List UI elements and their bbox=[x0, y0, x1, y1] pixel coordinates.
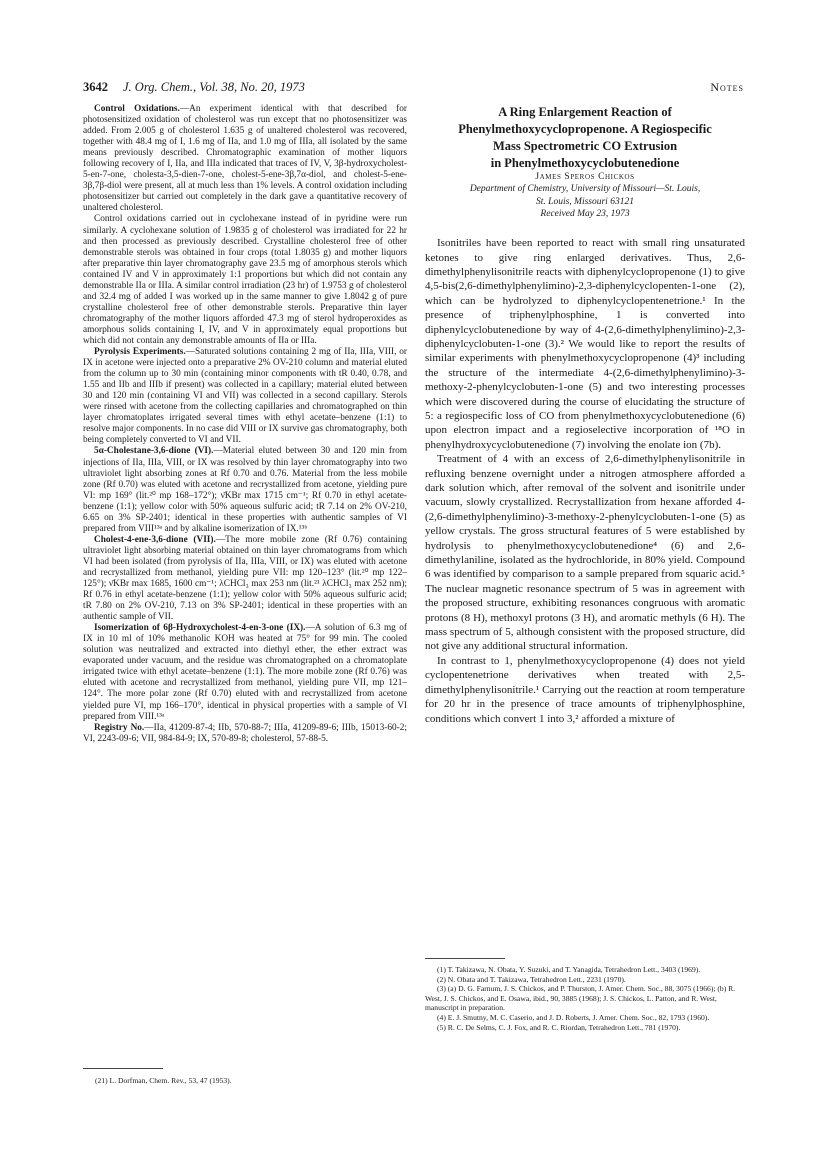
run-in-heading: Cholest-4-ene-3,6-dione (VII). bbox=[94, 534, 216, 545]
paragraph-control-oxidations bbox=[83, 104, 407, 214]
run-in-heading: Pyrolysis Experiments. bbox=[94, 347, 186, 358]
paragraph-isomerization bbox=[83, 623, 407, 722]
right-column bbox=[425, 104, 745, 726]
paragraph-text: Control oxidations carried out in cyclohexane instead of in pyridine were run similarly. A cyclohexane solution of 1.9835 g of cholesterol was irradiated for 22 hr and then processed as previously described. Crystalline cholesterol free of other demonstrable sterols was obtained in four crops (total 1.8035 g) and mother liquors after preparative thin layer chromatography gave 23.5 mg of amorphous sterols which contained IV and V in approximately 1:1 proportions but which did not contain any demonstrable IIa or IIIa. A similar control irradiation (23 hr) of 1.9753 g of cholesterol and 32.4 mg of added I was worked up in the same manner to give 1.8042 g of pure crystalline cholesterol free of other demonstrable sterols. Preparative thin layer chromatography of the mother liquors afforded 47.3 mg of sterol hydroperoxides as amorphous solids containing I, IV, and V in approximately equal proportions but which did not contain any demonstrable amounts of IIa or IIIa. bbox=[83, 214, 407, 346]
article-body bbox=[425, 236, 745, 726]
body-paragraph: Isonitriles have been reported to react with small ring unsaturated ketones to give ring enlarged derivatives. Thus, 2,6-dimethylphenylisonitrile reacts with diphenylcyclopropenone (1) to give 4,5-bis(2,6-dimethylphenylimino)-2,3-diphenylcyclopenten-1-one (2), which can be hydrolyzed to diphenylcyclopentenetrione.¹ In the presence of triphenylphosphine, 1 is converted into diphenylcyclobutenedione by way of 4-(2,6-dimethylphenylimino)-2,3-diphenylcyclobuten-1-one (3).² We would like to report the results of similar experiments with phenylmethoxycyclopropenone (4)³ including the structure of the intermediate 4-(2,6-dimethylphenylimino)-3-methoxy-2-phenylcyclobuten-1-one (5) and two interesting processes which were discovered during the course of elucidating the structure of 5: a regiospecific loss of CO from phenylmethoxycyclobutenedione (6) upon electron impact and a regioselective incorporation of ¹⁸O in phenylhydroxycyclobutenedione (7) involving the enolate ion (7b). bbox=[425, 237, 745, 451]
left-column bbox=[83, 104, 407, 745]
affiliation bbox=[425, 183, 745, 209]
title-line: Phenylmethoxycyclopropenone. A Regiospecific bbox=[458, 122, 712, 136]
title-line: Mass Spectrometric CO Extrusion bbox=[492, 139, 678, 153]
paragraph-cyclohexane bbox=[83, 214, 407, 347]
paragraph-text: —A solution of 6.3 mg of IX in 10 ml of 10% methanolic KOH was heated at 75° for 99 min. The cooled solution was neutralized and extracted into diethyl ether, the ether extract was evaporated under vacuum, and the residue was chromatographed on a chromatoplate irrigated twice with ethyl acetate–benzene (1:1). The more mobile zone (Rf 0.76) was eluted with acetone and recrystallized from methanol, yielding pure VII, mp 121–124°. The more polar zone (Rf 0.70) eluted with and recrystallized from acetone yielded pure VI, mp 166–170°, identical in physical properties with a sample of VI prepared from VIII.¹³ᵃ bbox=[83, 623, 407, 722]
references-rule bbox=[425, 958, 505, 959]
reference-3: (3) (a) D. G. Farnum, J. S. Chickos, and P. Thurston, J. Amer. Chem. Soc., 88, 3075 (1966); (b) R. West, J. S. Chickos, and E. Osawa, ibid., 90, 3885 (1968); J. S. Chickos, L. Patton, and R. West, manuscript in preparation. bbox=[425, 984, 736, 1013]
reference-5: (5) R. C. De Selms, C. J. Fox, and R. C. Riordan, Tetrahedron Lett., 781 (1970). bbox=[437, 1022, 681, 1032]
journal-citation: J. Org. Chem., Vol. 38, No. 20, 1973 bbox=[123, 80, 305, 94]
running-header bbox=[83, 80, 744, 98]
registry-heading: Registry No. bbox=[94, 722, 145, 733]
run-in-heading: 5α-Cholestane-3,6-dione (VI). bbox=[94, 446, 214, 457]
title-line: A Ring Enlargement Reaction of bbox=[498, 105, 672, 119]
run-in-heading: Control Oxidations. bbox=[94, 104, 180, 114]
paragraph-text: —An experiment identical with that described for photosensitized oxidation of cholesterol was run except that no photosensitizer was added. From 2.005 g of cholesterol 1.635 g of unaltered cholesterol was recovered, together with 48.4 mg of I, 1.6 mg of IIa, and 1.0 mg of IIIa, all isolated by the same means previously described. Chromatographic examination of mother liquors following recovery of I, IIa, and IIIa indicated that traces of IV, V, 3β-hydroxycholest-5-en-7-one, cholesta-3,5-dien-7-one, cholest-5-ene-3β,7α-diol, and cholest-5-ene-3β,7β-diol were present, all at much less than 1% levels. A control oxidation including photosensitizer but carried out completely in the dark gave a quantitative recovery of unaltered cholesterol. bbox=[83, 104, 407, 214]
body-paragraph: In contrast to 1, phenylmethoxycyclopropenone (4) does not yield cyclopentenetrione derivatives when treated with 2,5-dimethylphenylisonitrile.¹ Carrying out the reaction at room temperature for 20 hr in the presence of trace amounts of triphenylphosphine, conditions which convert 1 into 3,² afforded a mixture of bbox=[425, 654, 745, 725]
references bbox=[425, 965, 745, 1032]
reference-1: (1) T. Takizawa, N. Obata, Y. Suzuki, and T. Yanagida, Tetrahedron Lett., 3403 (1969). bbox=[437, 965, 701, 974]
footnote-21: (21) L. Dorfman, Chem. Rev., 53, 47 (1953). bbox=[95, 1076, 232, 1085]
registry-text: —IIa, 41209-87-4; IIb, 570-88-7; IIIa, 41209-89-6; IIIb, 15013-60-2; VI, 2243-09-6; VII, 984-84-9; IX, 570-89-8; cholesterol, 57-88-5. bbox=[83, 722, 407, 744]
affiliation-line: Department of Chemistry, University of Missouri—St. Louis, bbox=[469, 184, 701, 195]
registry-numbers bbox=[83, 723, 407, 745]
reference-2: (2) N. Obata and T. Takizawa, Tetrahedron Lett., 2231 (1970). bbox=[437, 974, 626, 984]
title-line: in Phenylmethoxycyclobutenedione bbox=[490, 156, 680, 170]
body-paragraph: Treatment of 4 with an excess of 2,6-dimethylphenylisonitrile in refluxing benzene overnight under a nitrogen atmosphere afforded a dark solution which, after removal of the solvent and isonitrile under vacuum, slowly crystallized. Recrystallization from hexane afforded 4-(2,6-dimethylphenylimino)-3-methoxy-2-phenylcyclobuten-1-one (5) as yellow crystals. The gross structural features of 5 were established by hydrolysis to phenylmethoxycyclobutenedione⁴ (6) and 2,6-dimethylaniline, isolated as the hydrochloride, in 80% yield. Compound 6 was identified by comparison to a sample prepared from squaric acid.⁵ The nuclear magnetic resonance spectrum of 5 was in agreement with the proposed structure, exhibiting resonances congruous with aromatic protons (8 H), methoxyl protons (3 H), and aromatic methyls (6 H). The mass spectrum of 5, although consistent with the proposed structure, did not give any additional structural information. bbox=[425, 453, 745, 653]
page-number: 3642 bbox=[83, 80, 108, 94]
reference-4: (4) E. J. Smutny, M. C. Caserio, and J. D. Roberts, J. Amer. Chem. Soc., 82, 1793 (1960). bbox=[437, 1012, 710, 1022]
run-in-heading: Isomerization of 6β-Hydroxycholest-4-en-3-one (IX). bbox=[94, 623, 306, 634]
footnote-rule bbox=[83, 1068, 163, 1069]
paragraph-text: —The more mobile zone (Rf 0.76) containing ultraviolet light absorbing material obtained on thin layer chromatograms from which VI had been isolated (from pyrolysis of IIa, IIIa, VIII, or IX) was eluted with acetone and recrystallized from methanol, yielding pure VII: mp 120–123° (lit.²⁰ mp 122–125°); ν̄KBr max 1685, 1600 cm⁻¹; λCHCl₃ max 253 nm (lit.²¹ λCHCl₃ max 252 nm); Rf 0.76 in ethyl acetate-benzene (1:1); yellow color with 50% aqueous sulfuric acid; tR 7.80 on 2% OV-210, 7.13 on 3% SP-2401; identical in these properties with an authentic sample of VII. bbox=[83, 534, 407, 623]
paragraph-text: —Material eluted between 30 and 120 min from injections of IIa, IIIa, VIII, or IX was resolved by thin layer chromatography into two ultraviolet light absorbing zones at Rf 0.70 and 0.76. Material from the less mobile zone (Rf 0.70) was eluted with acetone and recrystallized from acetone, yielding pure VI: mp 169° (lit.²⁰ mp 168–172°); ν̄KBr max 1715 cm⁻¹; Rf 0.70 in ethyl acetate-benzene (1:1); yellow color with 50% aqueous sulfuric acid; tR 7.14 on 2% OV-210, 6.65 on 3% SP-2401; identical in these properties with authentic samples of VI prepared from VIII¹³ᵃ and by alkaline isomerization of IX.¹³ᵇ bbox=[83, 446, 407, 534]
received-date: Received May 23, 1973 bbox=[540, 209, 630, 220]
paragraph-pyrolysis bbox=[83, 347, 407, 446]
paragraph-text: —Saturated solutions containing 2 mg of IIa, IIIa, VIII, or IX in acetone were injected onto a preparative 2% OV-210 column and material eluted from the column up to 30 min (containing minor components with tR 0.40, 0.78, and 1.55 and IIb and IIIb if present) was collected in a capillary; material eluted between 30 and 120 min (containing VI and VII) was collected in a second capillary. Sterols were rinsed with acetone from the collecting capillaries and chromatographed on thin layer chromatoplates irrigated several times with ethyl acetate–benzene (1:1) to resolve major components. In no case did VIII or IX survive gas chromatography, both being completely converted to VI and VII. bbox=[83, 347, 407, 446]
author-name: James Speros Chickos bbox=[535, 172, 635, 182]
article-title bbox=[425, 104, 745, 172]
paragraph-compound-vii bbox=[83, 535, 407, 623]
section-label: Notes bbox=[710, 80, 744, 94]
paragraph-compound-vi bbox=[83, 446, 407, 534]
affiliation-line: St. Louis, Missouri 63121 bbox=[536, 197, 634, 208]
